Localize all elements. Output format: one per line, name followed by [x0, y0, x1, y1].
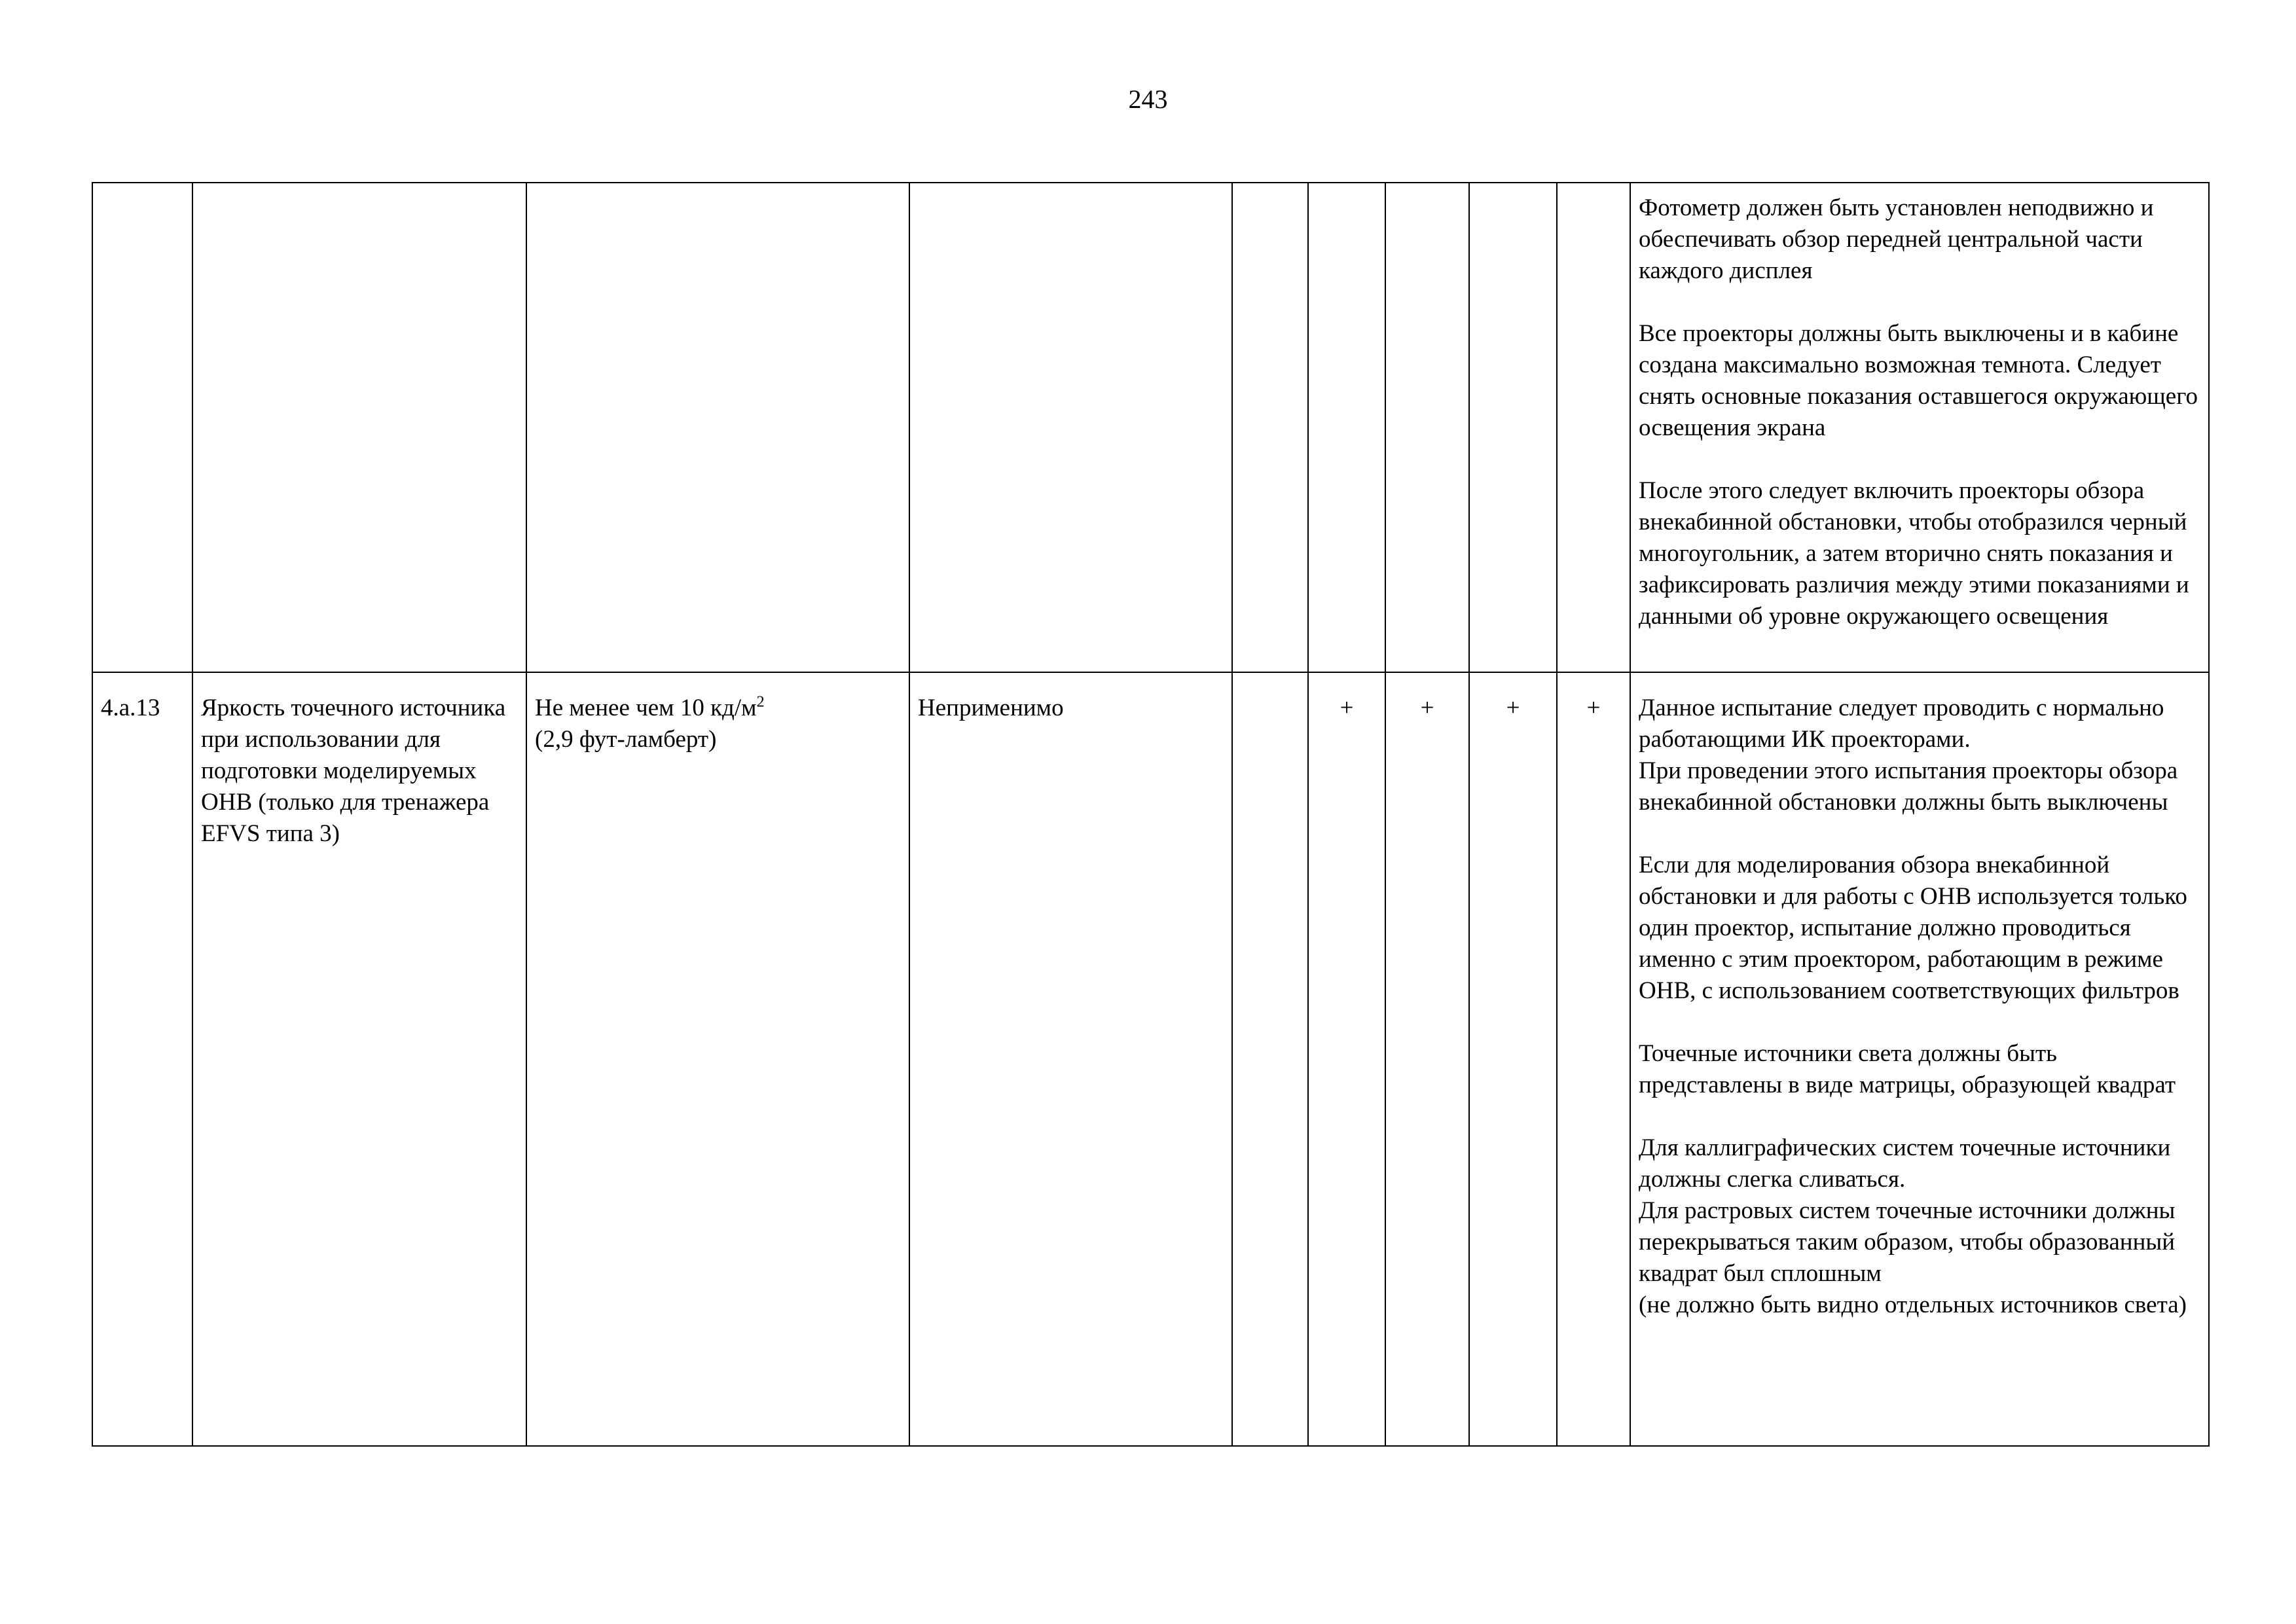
cell-mark-5: + — [1557, 672, 1630, 1446]
notes-paragraph — [1639, 693, 2202, 818]
cell-tolerance — [526, 672, 909, 1446]
notes-paragraph: Фотометр должен быть установлен неподвижно и обеспечивать обзор передней центральной части каждого дисплея — [1639, 194, 2154, 284]
table-row-4a13 — [92, 672, 2209, 1446]
cell-mark-3: + — [1385, 672, 1469, 1446]
cell-parameter: Яркость точечного источника при использовании для подготовки моделируемых ОНВ (только для тренажера EFVS типа 3) — [192, 672, 526, 1446]
notes-line: Точечные источники света должны быть представлены в виде матрицы, образующей квадрат — [1639, 1040, 2176, 1098]
table-row-continuation — [92, 183, 2209, 672]
notes-line: Данное испытание следует проводить с нормально работающими ИК проекторами. — [1639, 695, 2164, 753]
cell-mark-3 — [1385, 183, 1469, 672]
page-number: 243 — [1128, 84, 1168, 114]
cell-notes — [1630, 672, 2209, 1446]
cell-parameter — [192, 183, 526, 672]
tolerance-superscript: 2 — [756, 693, 765, 711]
cell-number — [92, 183, 192, 672]
specification-table — [92, 182, 2210, 1447]
cell-mark-4 — [1469, 183, 1557, 672]
cell-mark-1 — [1232, 183, 1308, 672]
notes-line: Если для моделирования обзора внекабинной обстановки и для работы с ОНВ используется только один проектор, испытание должно проводиться именно с этим проектором, работающим в режиме ОНВ, с использованием соответствующих фильтров — [1639, 852, 2187, 1004]
notes-line: Для растровых систем точечные источники должны перекрываться таким образом, чтобы образованный квадрат был сплошным — [1639, 1197, 2176, 1287]
notes-line: Для каллиграфических систем точечные источники должны слегка сливаться. — [1639, 1134, 2171, 1193]
notes-line: (не должно быть видно отдельных источников света) — [1639, 1291, 2187, 1318]
cell-mark-2: + — [1308, 672, 1385, 1446]
notes-line: При проведении этого испытания проекторы обзора внекабинной обстановки должны быть выключены — [1639, 757, 2178, 816]
tolerance-main: Не менее чем 10 кд/м — [535, 695, 757, 721]
cell-condition: Неприменимо — [909, 672, 1232, 1446]
cell-number: 4.a.13 — [92, 672, 192, 1446]
cell-condition — [909, 183, 1232, 672]
notes-paragraph — [1639, 1132, 2202, 1321]
notes-paragraph: После этого следует включить проекторы обзора внекабинной обстановки, чтобы отобразился черный многоугольник, а затем вторично снять показания и зафиксировать различия между этими показаниями и данными об уровне окружающего освещения — [1639, 477, 2189, 630]
notes-paragraph — [1639, 850, 2202, 1007]
cell-mark-1 — [1232, 672, 1308, 1446]
notes-paragraph — [1639, 1038, 2202, 1101]
tolerance-note: (2,9 фут-ламберт) — [535, 726, 717, 753]
notes-paragraph: Все проекторы должны быть выключены и в кабине создана максимально возможная темнота. Следует снять основные показания оставшегося окружающего освещения экрана — [1639, 320, 2198, 441]
cell-mark-4: + — [1469, 672, 1557, 1446]
cell-notes — [1630, 183, 2209, 672]
cell-mark-5 — [1557, 183, 1630, 672]
tolerance-value — [535, 693, 902, 724]
cell-mark-2 — [1308, 183, 1385, 672]
cell-tolerance — [526, 183, 909, 672]
